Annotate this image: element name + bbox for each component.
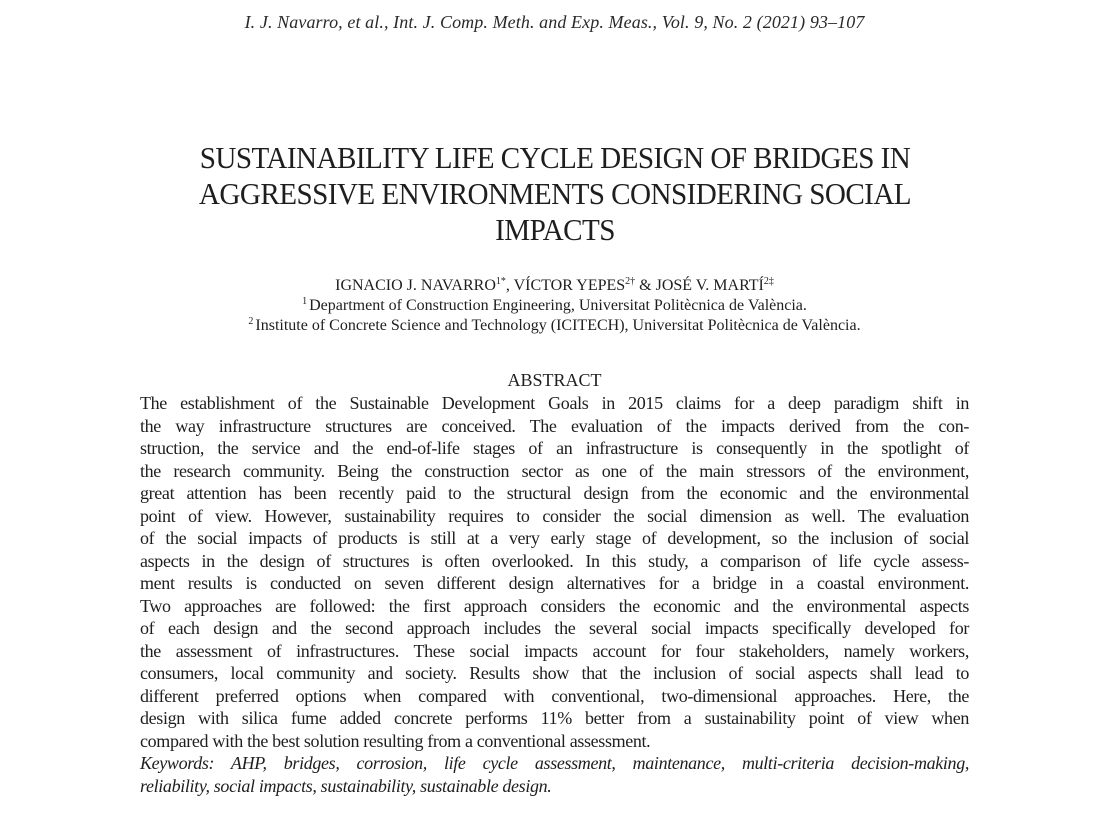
title-line: AGGRESSIVE ENVIRONMENTS CONSIDERING SOCIAL — [198, 176, 912, 211]
author-block — [0, 276, 1109, 336]
keywords — [140, 752, 969, 797]
keywords-line: Keywords: AHP, bridges, corrosion, life cycle assessment, maintenance, multi-criteria decision-making, — [140, 753, 969, 773]
author-name: VÍCTOR YEPES — [513, 277, 626, 294]
affiliation — [0, 296, 1109, 316]
abstract-line: of the social impacts of products is still at a very early stage of development, so the inclusion of social — [140, 528, 969, 548]
author-separator: & — [635, 277, 656, 294]
abstract-body — [140, 392, 969, 752]
affiliation-marker: 1 — [302, 296, 308, 307]
title-line: IMPACTS — [495, 212, 615, 247]
abstract-line: different preferred options when compared with conventional, two-dimensional approaches. Here, the — [140, 685, 969, 706]
abstract-line: consumers, local community and society. Results show that the inclusion of social aspects shall lead to — [140, 663, 969, 683]
author-list — [0, 276, 1109, 296]
running-header: I. J. Navarro, et al., Int. J. Comp. Meth. and Exp. Meas., Vol. 9, No. 2 (2021) 93–107 — [244, 12, 865, 32]
abstract-line: ment results is conducted on seven different design alternatives for a bridge in a coastal environment. — [140, 573, 969, 593]
keywords-line: reliability, social impacts, sustainability, sustainable design. — [140, 775, 552, 796]
abstract-line: point of view. However, sustainability requires to consider the social dimension as well. The evaluation — [140, 505, 969, 526]
author-marker: 1* — [495, 276, 506, 287]
abstract-line: aspects in the design of structures is often overlooked. In this study, a comparison of life cycle assess- — [140, 550, 969, 571]
affiliation-text: Institute of Concrete Science and Technology (ICITECH), Universitat Politècnica de València. — [255, 317, 861, 334]
affiliation-marker: 2 — [248, 316, 254, 327]
author-name: JOSÉ V. MARTÍ — [655, 277, 764, 294]
affiliation — [0, 316, 1109, 336]
paper-title — [165, 140, 945, 248]
author-name: IGNACIO J. NAVARRO — [335, 277, 496, 294]
abstract-line: the research community. Being the construction sector as one of the main stressors of the environment, — [140, 460, 969, 481]
abstract-line: compared with the best solution resulting from a conventional assessment. — [140, 730, 651, 751]
abstract-line: struction, the service and the end-of-life stages of an infrastructure is consequently in the spotlight of — [140, 438, 969, 458]
abstract-line: the assessment of infrastructures. These social impacts account for four stakeholders, namely workers, — [140, 640, 969, 661]
author-marker: 2‡ — [763, 276, 774, 287]
abstract-line: design with silica fume added concrete performs 11% better from a sustainability point of view when — [140, 708, 969, 728]
abstract-line: The establishment of the Sustainable Development Goals in 2015 claims for a deep paradigm shift in — [140, 393, 969, 413]
affiliation-text: Department of Construction Engineering, Universitat Politècnica de València. — [309, 297, 807, 314]
abstract-line: Two approaches are followed: the first approach considers the economic and the environmental aspects — [140, 595, 969, 616]
abstract-line: the way infrastructure structures are conceived. The evaluation of the impacts derived from the con- — [140, 415, 969, 436]
abstract-heading: ABSTRACT — [507, 370, 602, 390]
title-line: SUSTAINABILITY LIFE CYCLE DESIGN OF BRIDGES IN — [199, 140, 911, 175]
abstract-line: great attention has been recently paid to the structural design from the economic and the environmental — [140, 483, 969, 503]
author-separator: , — [505, 277, 514, 294]
abstract-line: of each design and the second approach includes the several social impacts specifically developed for — [140, 618, 969, 638]
author-marker: 2† — [625, 276, 636, 287]
